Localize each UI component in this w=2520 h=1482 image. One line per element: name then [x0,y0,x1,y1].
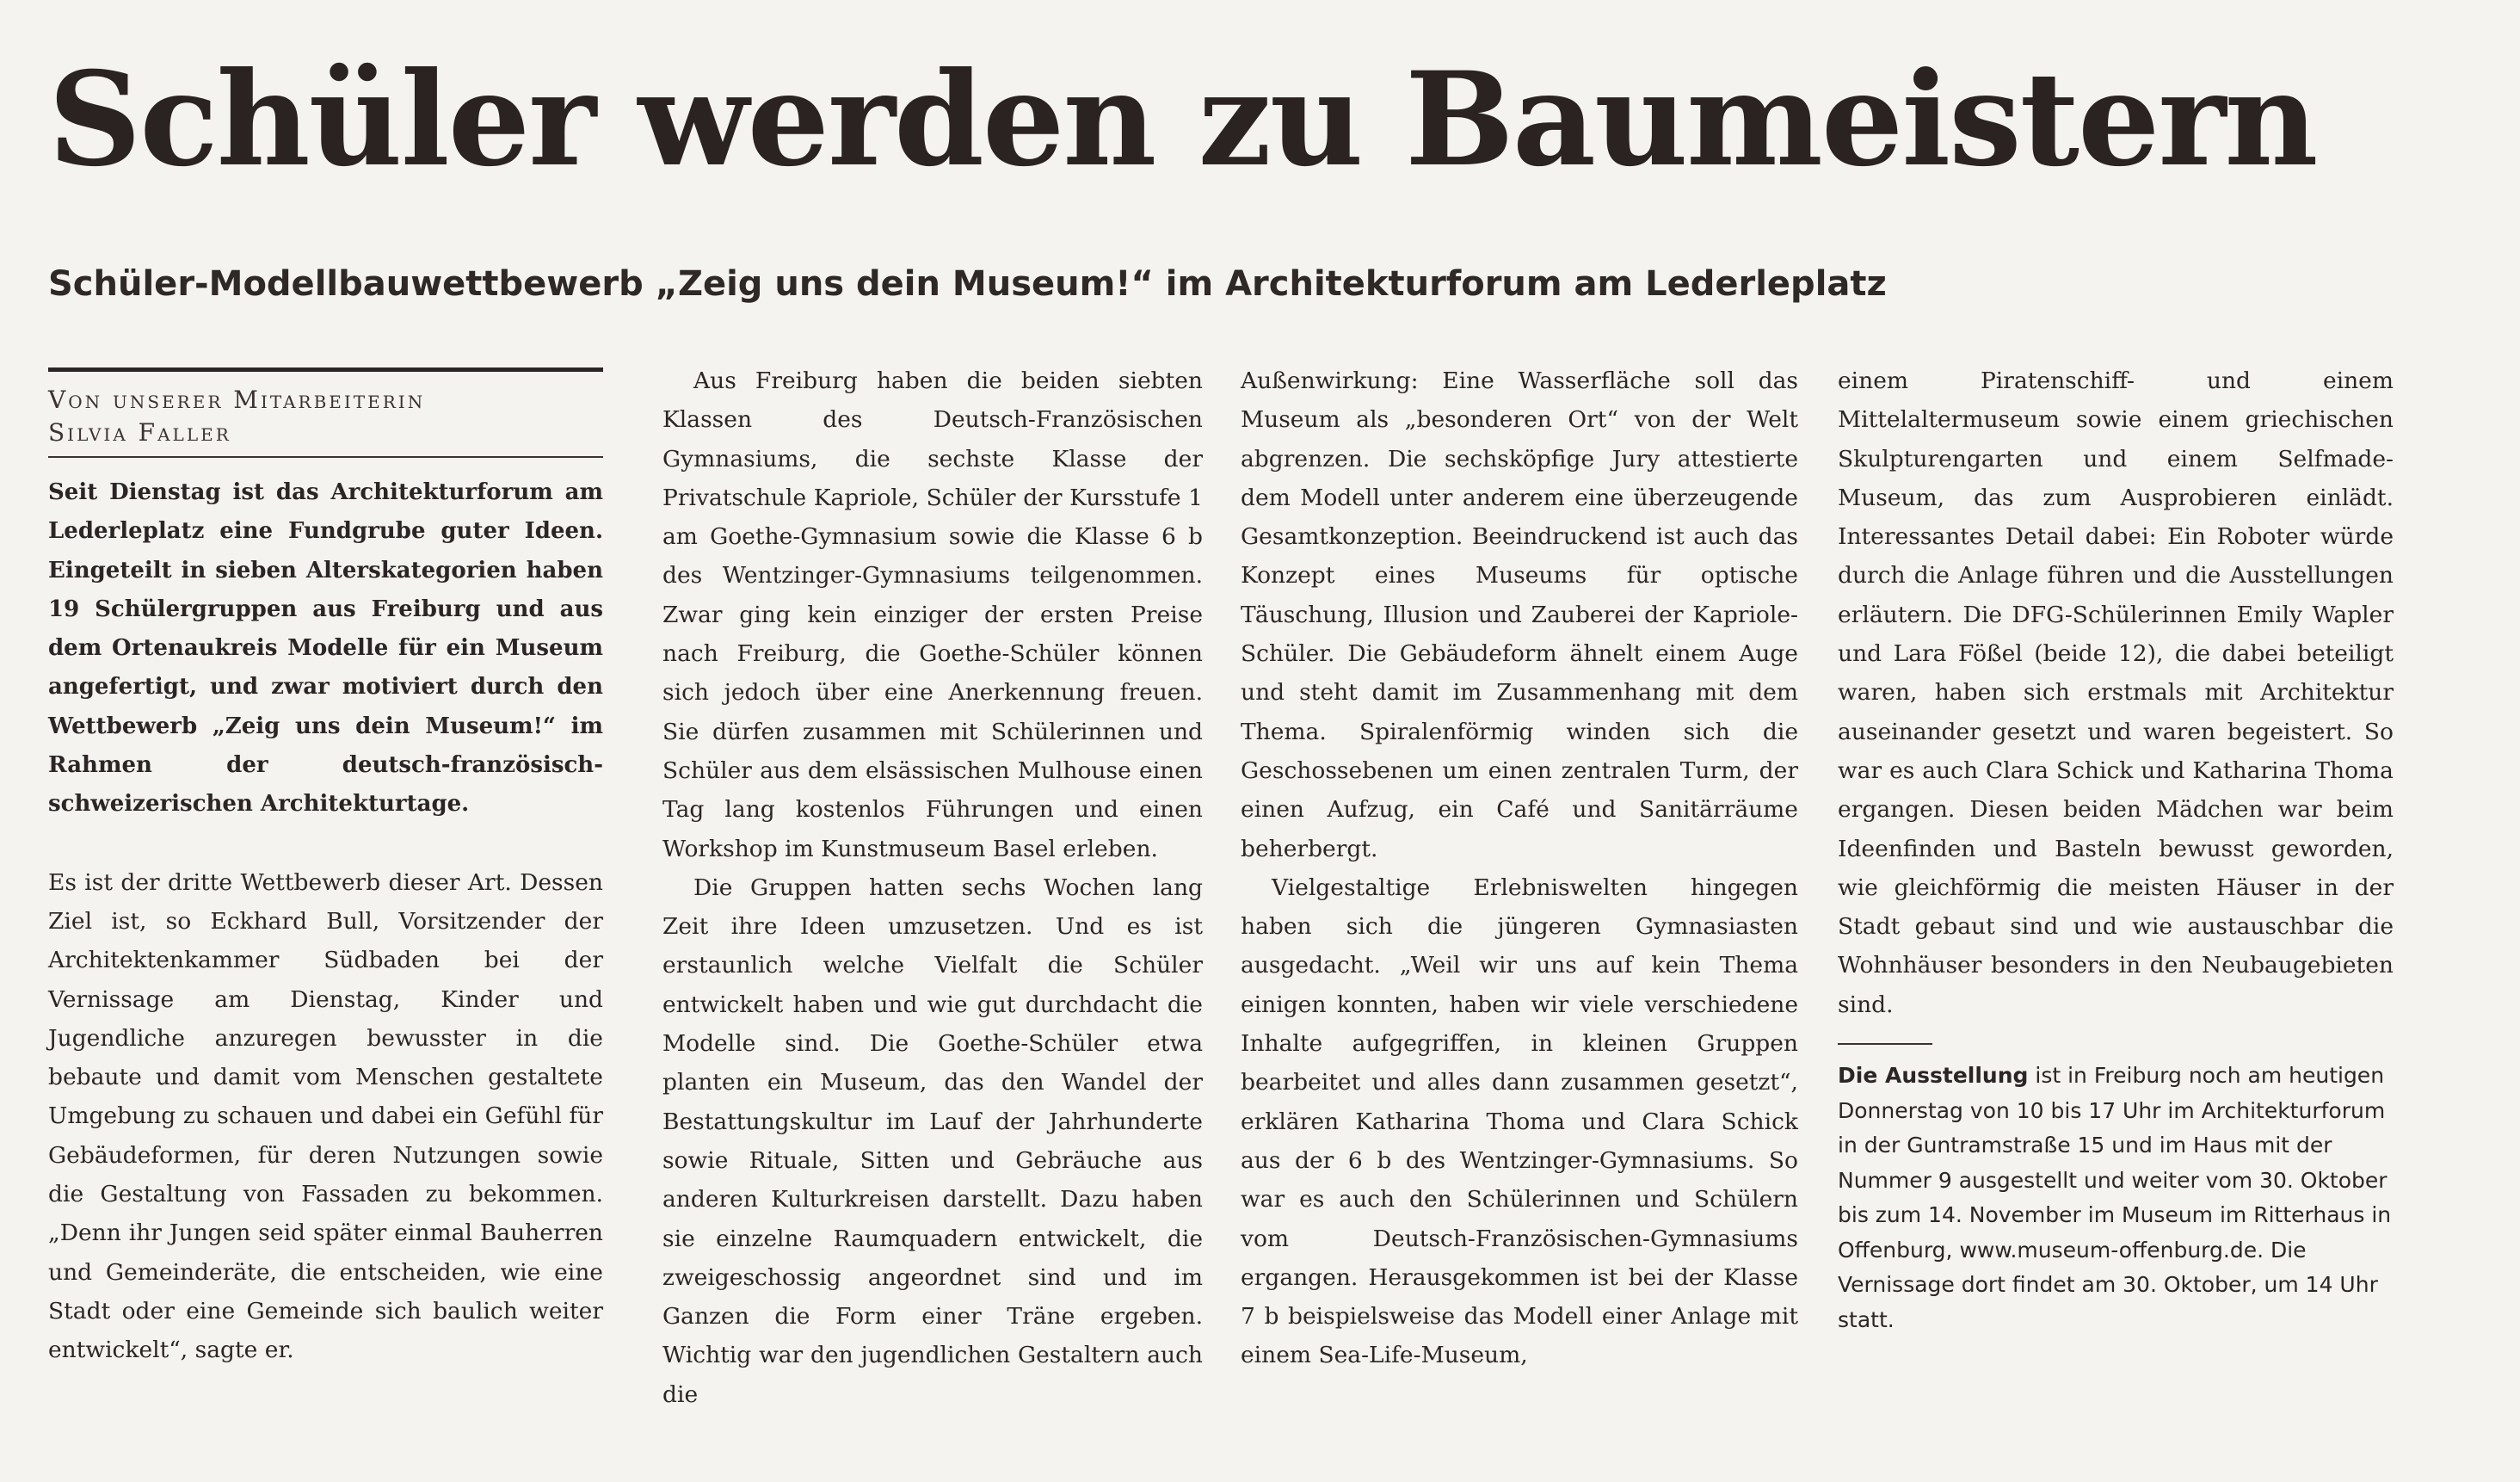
byline-author: Silvia Faller [48,418,231,447]
body-paragraph: Aus Freiburg haben die beiden siebten Klassen des Deutsch-Französischen Gymnasiums, die sechste Klasse der Privatschule Kapriole, Schüler der Kursstufe 1 am Goethe-Gymnasium sowie die Klasse 6 b des Wentzinger-Gymnasiums teilgenommen. Zwar ging kein einziger der ersten Preise nach Freiburg, die Goethe-Schüler können sich jedoch über eine Anerkennung freuen. Sie dürfen zusammen mit Schülerinnen und Schüler aus dem elsässischen Mulhouse einen Tag lang kostenlos Führungen und einen Workshop im Kunstmuseum Basel erleben. [662,367,1203,862]
paragraph-gap [48,824,603,863]
info-box-rule [1838,1043,1932,1045]
body-paragraph: einem Piratenschiff- und einem Mittelaltermuseum sowie einem griechischen Skulpturengarten und einem Selfmade-Museum, das zum Ausprobieren einlädt. Interessantes Detail dabei: Ein Roboter würde durch die Anlage führen und die Ausstellungen erläutern. Die DFG-Schülerinnen Emily Wapler und Lara Fößel (beide 12), die dabei beteiligt waren, haben sich erstmals mit Architektur auseinander gesetzt und waren begeistert. So war es auch Clara Schick und Katharina Thoma ergangen. Diesen beiden Mädchen war beim Ideenfinden und Basteln bewusst geworden, wie gleichförmig die meisten Häuser in der Stadt gebaut sind und wie austauschbar die Wohnhäuser besonders in den Neubaugebieten sind. [1838,367,2394,1018]
info-box-lead: Die Ausstellung [1838,1063,2029,1089]
body-paragraph: Die Gruppen hatten sechs Wochen lang Zeit ihre Ideen umzusetzen. Und es ist erstaunlich welche Vielfalt die Schüler entwickelt haben und wie gut durchdacht die Modelle sind. Die Goethe-Schüler etwa planten ein Museum, das den Wandel der Bestattungskultur im Lauf der Jahrhunderte sowie Rituale, Sitten und Gebräuche aus anderen Kulturkreisen darstellt. Dazu haben sie einzelne Raumquadern entwickelt, die zweigeschossig angeordnet sind und im Ganzen die Form einer Träne ergeben. Wichtig war den jugendlichen Gestaltern auch die [662,874,1203,1408]
headline: Schüler werden zu Baumeistern [48,44,2317,195]
column-4 [1838,361,2394,1337]
byline-bottom-rule [48,456,603,458]
subheadline: Schüler-Modellbauwettbewerb „Zeig uns dein Museum!“ im Architekturforum am Lederleplatz [48,264,1887,304]
byline [48,384,603,449]
body-paragraph: Es ist der dritte Wettbewerb dieser Art. Dessen Ziel ist, so Eckhard Bull, Vorsitzender der Architektenkammer Südbaden bei der Vernissage am Dienstag, Kinder und Jugendliche anzuregen bewusster in die bebaute und damit vom Menschen gestaltete Umgebung zu schauen und dabei ein Gefühl für Gebäudeformen, für deren Nutzungen sowie die Gestaltung von Fassaden zu bekommen. „Denn ihr Jungen seid später einmal Bauherren und Gemeinderäte, die entscheiden, wie eine Stadt oder eine Gemeinde sich baulich weiter entwickelt“, sagte er. [48,868,603,1364]
info-box-text: ist in Freiburg noch am heutigen Donnerstag von 10 bis 17 Uhr im Architekturforum in der Guntramstraße 15 und im Haus mit der Nummer 9 ausgestellt und weiter vom 30. Oktober bis zum 14. November im Museum im Ritterhaus in Offenburg, www.museum-offenburg.de. Die Vernissage dort findet am 30. Oktober, um 14 Uhr statt. [1838,1063,2392,1332]
column-3 [1241,361,1798,1375]
info-box [1838,1059,2394,1337]
body-paragraph: Außenwirkung: Eine Wasserfläche soll das Museum als „besonderen Ort“ von der Welt abgrenzen. Die sechsköpfige Jury attestierte dem Modell unter anderem eine überzeugende Gesamtkonzeption. Beeindruckend ist auch das Konzept eines Museums für optische Täuschung, Illusion und Zauberei der Kapriole-Schüler. Die Gebäudeform ähnelt einem Auge und steht damit im Zusammenhang mit dem Thema. Spiralenförmig winden sich die Geschossebenen um einen zentralen Turm, der einen Aufzug, ein Café und Sanitärräume beherbergt. [1241,367,1798,862]
column-1 [48,357,603,1370]
lead-paragraph: Seit Dienstag ist das Architekturforum am Lederleplatz eine Fundgrube guter Ideen. Eingeteilt in sieben Alterskategorien haben 19 Schülergruppen aus Freiburg und aus dem Ortenaukreis Modelle für ein Museum angefertigt, und zwar motiviert durch den Wettbewerb „Zeig uns dein Museum!“ im Rahmen der deutsch-französisch-schweizerischen Architekturtage. [48,479,603,818]
byline-top-rule [48,367,603,372]
column-2 [662,361,1203,1414]
body-paragraph: Vielgestaltige Erlebniswelten hingegen haben sich die jüngeren Gymnasiasten ausgedacht. „Weil wir uns auf kein Thema einigen konnten, haben wir viele verschiedene Inhalte aufgegriffen, in kleinen Gruppen bearbeitet und alles dann zusammen gesetzt“, erklären Katharina Thoma und Clara Schick aus der 6 b des Wentzinger-Gymnasiums. So war es auch den Schülerinnen und Schülern vom Deutsch-Französischen-Gymnasiums ergangen. Herausgekommen ist bei der Klasse 7 b beispielsweise das Modell einer Anlage mit einem Sea-Life-Museum, [1241,874,1798,1369]
byline-line-1: Von unserer Mitarbeiterin [48,386,426,414]
